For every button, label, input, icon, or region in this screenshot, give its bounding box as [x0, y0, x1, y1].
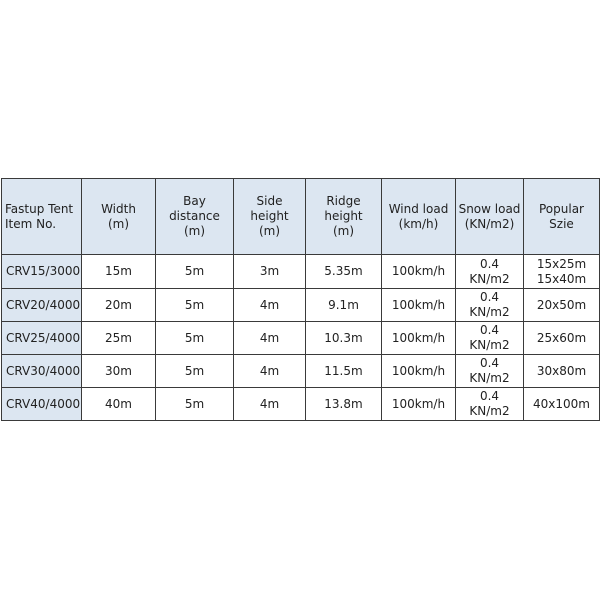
table-cell: 0.4 KN/m2 — [456, 388, 524, 421]
table-cell: 100km/h — [382, 289, 456, 322]
cell-line: 40x100m — [533, 396, 590, 411]
cell-line: 15x25m — [536, 256, 587, 271]
table-cell — [524, 255, 600, 289]
table-row — [2, 255, 600, 289]
spec-table — [1, 178, 600, 421]
header-item-no — [2, 179, 82, 255]
table-cell: 100km/h — [382, 255, 456, 289]
table-cell: 5m — [156, 289, 234, 322]
table-cell: 4m — [234, 322, 306, 355]
table-cell — [524, 289, 600, 322]
table-cell — [524, 355, 600, 388]
header-line: Ridge height — [324, 194, 363, 223]
table-cell: CRV20/4000 — [2, 289, 82, 322]
header-line: Side height — [250, 194, 289, 223]
table-cell: 4m — [234, 355, 306, 388]
table-row — [2, 289, 600, 322]
table-cell — [524, 322, 600, 355]
table-cell: CRV25/4000 — [2, 322, 82, 355]
table-cell: 4m — [234, 388, 306, 421]
table-cell: 0.4 KN/m2 — [456, 289, 524, 322]
header-line: Width — [101, 201, 136, 216]
header-line: Snow load — [458, 201, 521, 216]
header-wind-load — [382, 179, 456, 255]
table-cell: CRV40/4000 — [2, 388, 82, 421]
table-cell: 25m — [82, 322, 156, 355]
header-line: Wind load — [388, 201, 449, 216]
header-bay-distance — [156, 179, 234, 255]
table-cell: 5m — [156, 255, 234, 289]
table-cell: 5m — [156, 388, 234, 421]
table-cell: 0.4 KN/m2 — [456, 322, 524, 355]
header-line: Bay distance — [169, 194, 220, 223]
header-line: (m) — [258, 224, 281, 238]
table-row — [2, 355, 600, 388]
header-line: (m) — [183, 224, 206, 238]
header-line: (KN/m2) — [464, 216, 515, 231]
table-cell: 4m — [234, 289, 306, 322]
table-cell: 5.35m — [306, 255, 382, 289]
header-popular-size — [524, 179, 600, 255]
table-row — [2, 322, 600, 355]
table-cell: 15m — [82, 255, 156, 289]
table-cell: 40m — [82, 388, 156, 421]
table-cell: 30m — [82, 355, 156, 388]
table-cell: 100km/h — [382, 322, 456, 355]
table-cell: 100km/h — [382, 355, 456, 388]
header-line: (m) — [107, 216, 130, 231]
header-side-height — [234, 179, 306, 255]
table-cell: CRV30/4000 — [2, 355, 82, 388]
table-cell: 10.3m — [306, 322, 382, 355]
table-cell: 11.5m — [306, 355, 382, 388]
table-cell: 3m — [234, 255, 306, 289]
header-line: Popular Szie — [539, 201, 584, 231]
table-cell: 9.1m — [306, 289, 382, 322]
cell-line: 30x80m — [536, 363, 587, 378]
header-line: (m) — [332, 224, 355, 238]
cell-line: 15x40m — [536, 271, 587, 286]
header-line: Item No. — [5, 216, 57, 231]
table-cell — [524, 388, 600, 421]
header-line: (km/h) — [398, 216, 439, 231]
header-ridge-height — [306, 179, 382, 255]
table-cell: 100km/h — [382, 388, 456, 421]
table-cell: CRV15/3000 — [2, 255, 82, 289]
cell-line: 25x60m — [536, 330, 587, 345]
table-cell: 5m — [156, 322, 234, 355]
table-cell: 13.8m — [306, 388, 382, 421]
table-cell: 0.4 KN/m2 — [456, 355, 524, 388]
header-width — [82, 179, 156, 255]
header-row — [2, 179, 600, 255]
header-snow-load — [456, 179, 524, 255]
table-row — [2, 388, 600, 421]
table-cell: 0.4 KN/m2 — [456, 255, 524, 289]
table-cell: 20m — [82, 289, 156, 322]
cell-line: 20x50m — [536, 297, 587, 312]
header-line: Fastup Tent — [5, 201, 74, 216]
table-body — [2, 255, 600, 421]
table-cell: 5m — [156, 355, 234, 388]
